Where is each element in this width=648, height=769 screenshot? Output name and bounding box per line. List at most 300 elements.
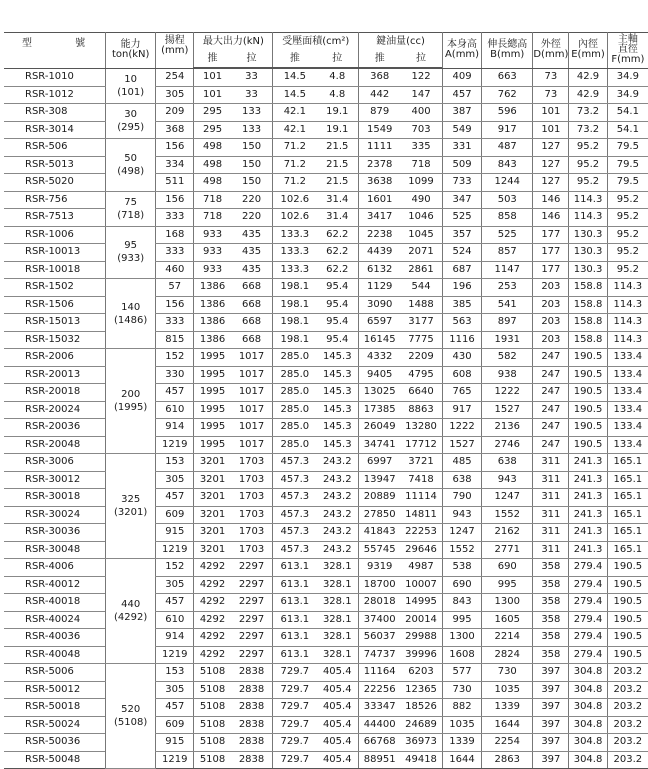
area-pull-cell: 328.1 [316, 559, 358, 577]
oil-pull-cell: 49418 [400, 751, 442, 769]
shaft-diameter-cell: 114.3 [607, 296, 648, 314]
oil-pull-cell: 39996 [400, 646, 442, 664]
body-height-cell: 1222 [442, 419, 481, 437]
area-push-cell: 133.3 [273, 244, 316, 262]
area-pull-cell: 243.2 [316, 506, 358, 524]
inner-diameter-cell: 130.3 [569, 226, 607, 244]
body-height-cell: 525 [442, 209, 481, 227]
output-push-cell: 295 [194, 121, 231, 139]
oil-pull-cell: 2071 [400, 244, 442, 262]
area-pull-cell: 145.3 [316, 401, 358, 419]
stroke-cell: 305 [156, 576, 194, 594]
outer-diameter-cell: 397 [533, 716, 569, 734]
body-height-cell: 357 [442, 226, 481, 244]
oil-push-cell: 16145 [359, 331, 400, 349]
body-height-cell: 509 [442, 156, 481, 174]
extended-height-cell: 858 [482, 209, 533, 227]
model-cell: RSR-50036 [4, 734, 106, 752]
area-push-cell: 285.0 [273, 401, 316, 419]
capacity-cell: 140 (1486) [106, 279, 156, 349]
inner-diameter-cell: 279.4 [569, 576, 607, 594]
output-pull-cell: 150 [231, 139, 273, 157]
model-cell: RSR-10018 [4, 261, 106, 279]
model-cell: RSR-3006 [4, 454, 106, 472]
area-pull-cell: 62.2 [316, 226, 358, 244]
outer-diameter-cell: 311 [533, 524, 569, 542]
capacity-cell: 75 (718) [106, 191, 156, 226]
spec-table [4, 32, 648, 769]
inner-diameter-cell: 95.2 [569, 174, 607, 192]
table-row [4, 664, 648, 682]
oil-push-cell: 6132 [359, 261, 400, 279]
body-height-cell: 538 [442, 559, 481, 577]
inner-diameter-cell: 241.3 [569, 541, 607, 559]
header-oil-push: 推 [359, 50, 400, 68]
output-pull-cell: 150 [231, 174, 273, 192]
output-push-cell: 101 [194, 69, 231, 87]
stroke-cell: 152 [156, 349, 194, 367]
header-stroke: 揚程 (mm) [156, 33, 194, 68]
area-push-cell: 457.3 [273, 506, 316, 524]
oil-push-cell: 1129 [359, 279, 400, 297]
oil-push-cell: 1549 [359, 121, 400, 139]
outer-diameter-cell: 311 [533, 541, 569, 559]
extended-height-cell: 663 [482, 69, 533, 87]
body-height-cell: 524 [442, 244, 481, 262]
model-cell: RSR-1502 [4, 279, 106, 297]
outer-diameter-cell: 397 [533, 751, 569, 769]
body-height-cell: 331 [442, 139, 481, 157]
header-body-height: 本身高 A(mm) [442, 33, 481, 68]
output-pull-cell: 2297 [231, 629, 273, 647]
stroke-cell: 914 [156, 629, 194, 647]
oil-pull-cell: 14995 [400, 594, 442, 612]
extended-height-cell: 917 [482, 121, 533, 139]
oil-pull-cell: 2861 [400, 261, 442, 279]
oil-pull-cell: 400 [400, 104, 442, 122]
inner-diameter-cell: 158.8 [569, 331, 607, 349]
oil-push-cell: 88951 [359, 751, 400, 769]
outer-diameter-cell: 397 [533, 699, 569, 717]
oil-pull-cell: 13280 [400, 419, 442, 437]
oil-pull-cell: 122 [400, 69, 442, 87]
extended-height-cell: 1605 [482, 611, 533, 629]
oil-push-cell: 2378 [359, 156, 400, 174]
stroke-cell: 368 [156, 121, 194, 139]
output-push-cell: 4292 [194, 611, 231, 629]
shaft-diameter-cell: 190.5 [607, 611, 648, 629]
area-push-cell: 285.0 [273, 436, 316, 454]
area-push-cell: 42.1 [273, 121, 316, 139]
output-pull-cell: 220 [231, 209, 273, 227]
table-row [4, 559, 648, 577]
shaft-diameter-cell: 54.1 [607, 121, 648, 139]
area-push-cell: 729.7 [273, 664, 316, 682]
body-height-cell: 1247 [442, 524, 481, 542]
table-row [4, 69, 648, 87]
body-height-cell: 347 [442, 191, 481, 209]
area-pull-cell: 145.3 [316, 384, 358, 402]
model-cell: RSR-15032 [4, 331, 106, 349]
output-pull-cell: 1017 [231, 401, 273, 419]
area-pull-cell: 19.1 [316, 121, 358, 139]
oil-pull-cell: 147 [400, 86, 442, 104]
extended-height-cell: 857 [482, 244, 533, 262]
output-pull-cell: 1017 [231, 384, 273, 402]
outer-diameter-cell: 73 [533, 69, 569, 87]
area-pull-cell: 145.3 [316, 436, 358, 454]
table-row [4, 734, 648, 752]
inner-diameter-cell: 241.3 [569, 471, 607, 489]
oil-pull-cell: 718 [400, 156, 442, 174]
extended-height-cell: 582 [482, 349, 533, 367]
inner-diameter-cell: 279.4 [569, 594, 607, 612]
extended-height-cell: 762 [482, 86, 533, 104]
oil-push-cell: 13947 [359, 471, 400, 489]
stroke-cell: 168 [156, 226, 194, 244]
output-push-cell: 498 [194, 139, 231, 157]
output-pull-cell: 220 [231, 191, 273, 209]
shaft-diameter-cell: 190.5 [607, 629, 648, 647]
area-pull-cell: 62.2 [316, 244, 358, 262]
header-oil-volume: 鍵油量(cc) [359, 33, 443, 51]
capacity-cell: 325 (3201) [106, 454, 156, 559]
output-pull-cell: 1703 [231, 454, 273, 472]
outer-diameter-cell: 203 [533, 279, 569, 297]
outer-diameter-cell: 247 [533, 349, 569, 367]
shaft-diameter-cell: 190.5 [607, 594, 648, 612]
shaft-diameter-cell: 203.2 [607, 734, 648, 752]
model-cell: RSR-506 [4, 139, 106, 157]
table-row [4, 751, 648, 769]
stroke-cell: 209 [156, 104, 194, 122]
output-push-cell: 5108 [194, 681, 231, 699]
area-pull-cell: 328.1 [316, 611, 358, 629]
extended-height-cell: 2863 [482, 751, 533, 769]
table-row [4, 436, 648, 454]
body-height-cell: 790 [442, 489, 481, 507]
shaft-diameter-cell: 165.1 [607, 524, 648, 542]
output-pull-cell: 1703 [231, 506, 273, 524]
shaft-diameter-cell: 133.4 [607, 419, 648, 437]
table-row [4, 314, 648, 332]
oil-pull-cell: 1046 [400, 209, 442, 227]
area-push-cell: 133.3 [273, 261, 316, 279]
table-row [4, 384, 648, 402]
body-height-cell: 196 [442, 279, 481, 297]
model-cell: RSR-1006 [4, 226, 106, 244]
area-push-cell: 729.7 [273, 751, 316, 769]
table-row [4, 86, 648, 104]
output-pull-cell: 2838 [231, 751, 273, 769]
body-height-cell: 549 [442, 121, 481, 139]
table-row [4, 646, 648, 664]
body-height-cell: 1608 [442, 646, 481, 664]
output-push-cell: 101 [194, 86, 231, 104]
area-pull-cell: 328.1 [316, 629, 358, 647]
header-area-push: 推 [273, 50, 316, 68]
area-push-cell: 457.3 [273, 541, 316, 559]
output-push-cell: 4292 [194, 629, 231, 647]
model-cell: RSR-5006 [4, 664, 106, 682]
extended-height-cell: 2254 [482, 734, 533, 752]
oil-pull-cell: 4987 [400, 559, 442, 577]
area-push-cell: 71.2 [273, 156, 316, 174]
model-cell: RSR-5020 [4, 174, 106, 192]
stroke-cell: 152 [156, 559, 194, 577]
model-cell: RSR-1506 [4, 296, 106, 314]
output-pull-cell: 1703 [231, 541, 273, 559]
oil-pull-cell: 3721 [400, 454, 442, 472]
outer-diameter-cell: 247 [533, 419, 569, 437]
oil-pull-cell: 29988 [400, 629, 442, 647]
model-cell: RSR-40036 [4, 629, 106, 647]
inner-diameter-cell: 95.2 [569, 156, 607, 174]
area-push-cell: 729.7 [273, 699, 316, 717]
stroke-cell: 511 [156, 174, 194, 192]
area-pull-cell: 95.4 [316, 331, 358, 349]
body-height-cell: 765 [442, 384, 481, 402]
area-push-cell: 42.1 [273, 104, 316, 122]
area-pull-cell: 243.2 [316, 471, 358, 489]
model-cell: RSR-15013 [4, 314, 106, 332]
area-pull-cell: 95.4 [316, 279, 358, 297]
oil-push-cell: 4332 [359, 349, 400, 367]
area-push-cell: 71.2 [273, 174, 316, 192]
stroke-cell: 915 [156, 524, 194, 542]
oil-pull-cell: 3177 [400, 314, 442, 332]
oil-push-cell: 3090 [359, 296, 400, 314]
oil-pull-cell: 8863 [400, 401, 442, 419]
extended-height-cell: 1339 [482, 699, 533, 717]
area-pull-cell: 328.1 [316, 594, 358, 612]
area-push-cell: 457.3 [273, 489, 316, 507]
oil-push-cell: 28018 [359, 594, 400, 612]
stroke-cell: 153 [156, 454, 194, 472]
outer-diameter-cell: 177 [533, 244, 569, 262]
body-height-cell: 1339 [442, 734, 481, 752]
model-cell: RSR-50012 [4, 681, 106, 699]
output-pull-cell: 1703 [231, 489, 273, 507]
area-pull-cell: 145.3 [316, 366, 358, 384]
oil-pull-cell: 22253 [400, 524, 442, 542]
output-push-cell: 1995 [194, 436, 231, 454]
output-pull-cell: 2297 [231, 594, 273, 612]
oil-pull-cell: 4795 [400, 366, 442, 384]
output-pull-cell: 1017 [231, 419, 273, 437]
area-push-cell: 729.7 [273, 716, 316, 734]
inner-diameter-cell: 304.8 [569, 664, 607, 682]
shaft-diameter-cell: 165.1 [607, 541, 648, 559]
model-cell: RSR-40012 [4, 576, 106, 594]
area-push-cell: 613.1 [273, 576, 316, 594]
header-output-pull: 拉 [231, 50, 273, 68]
outer-diameter-cell: 146 [533, 209, 569, 227]
stroke-cell: 914 [156, 419, 194, 437]
oil-pull-cell: 6203 [400, 664, 442, 682]
oil-push-cell: 9405 [359, 366, 400, 384]
inner-diameter-cell: 158.8 [569, 314, 607, 332]
extended-height-cell: 1644 [482, 716, 533, 734]
shaft-diameter-cell: 114.3 [607, 331, 648, 349]
output-pull-cell: 133 [231, 104, 273, 122]
area-push-cell: 457.3 [273, 454, 316, 472]
inner-diameter-cell: 73.2 [569, 104, 607, 122]
oil-push-cell: 442 [359, 86, 400, 104]
shaft-diameter-cell: 203.2 [607, 699, 648, 717]
table-row [4, 191, 648, 209]
oil-push-cell: 6597 [359, 314, 400, 332]
shaft-diameter-cell: 133.4 [607, 349, 648, 367]
shaft-diameter-cell: 114.3 [607, 314, 648, 332]
output-pull-cell: 133 [231, 121, 273, 139]
oil-pull-cell: 2209 [400, 349, 442, 367]
shaft-diameter-cell: 133.4 [607, 384, 648, 402]
oil-push-cell: 34741 [359, 436, 400, 454]
output-push-cell: 4292 [194, 576, 231, 594]
oil-push-cell: 1111 [359, 139, 400, 157]
oil-pull-cell: 1099 [400, 174, 442, 192]
table-header [4, 33, 648, 69]
area-push-cell: 613.1 [273, 559, 316, 577]
inner-diameter-cell: 304.8 [569, 681, 607, 699]
body-height-cell: 385 [442, 296, 481, 314]
body-height-cell: 457 [442, 86, 481, 104]
oil-push-cell: 27850 [359, 506, 400, 524]
extended-height-cell: 1527 [482, 401, 533, 419]
outer-diameter-cell: 127 [533, 174, 569, 192]
area-push-cell: 198.1 [273, 279, 316, 297]
header-model: 型 號 [22, 38, 106, 49]
capacity-cell: 50 (498) [106, 139, 156, 192]
extended-height-cell: 1300 [482, 594, 533, 612]
table-row [4, 226, 648, 244]
stroke-cell: 156 [156, 191, 194, 209]
model-cell: RSR-20024 [4, 401, 106, 419]
output-pull-cell: 2297 [231, 576, 273, 594]
oil-pull-cell: 29646 [400, 541, 442, 559]
extended-height-cell: 2214 [482, 629, 533, 647]
table-row [4, 331, 648, 349]
table-row [4, 139, 648, 157]
output-pull-cell: 33 [231, 69, 273, 87]
table-row [4, 681, 648, 699]
extended-height-cell: 897 [482, 314, 533, 332]
oil-push-cell: 9319 [359, 559, 400, 577]
area-push-cell: 613.1 [273, 611, 316, 629]
model-cell: RSR-5013 [4, 156, 106, 174]
area-pull-cell: 328.1 [316, 646, 358, 664]
area-pull-cell: 21.5 [316, 139, 358, 157]
outer-diameter-cell: 127 [533, 139, 569, 157]
output-push-cell: 1386 [194, 331, 231, 349]
stroke-cell: 457 [156, 489, 194, 507]
outer-diameter-cell: 311 [533, 506, 569, 524]
inner-diameter-cell: 158.8 [569, 279, 607, 297]
outer-diameter-cell: 358 [533, 629, 569, 647]
outer-diameter-cell: 358 [533, 594, 569, 612]
shaft-diameter-cell: 79.5 [607, 156, 648, 174]
inner-diameter-cell: 130.3 [569, 244, 607, 262]
oil-pull-cell: 703 [400, 121, 442, 139]
inner-diameter-cell: 130.3 [569, 261, 607, 279]
extended-height-cell: 938 [482, 366, 533, 384]
area-pull-cell: 145.3 [316, 349, 358, 367]
oil-push-cell: 3638 [359, 174, 400, 192]
outer-diameter-cell: 203 [533, 314, 569, 332]
area-pull-cell: 21.5 [316, 156, 358, 174]
stroke-cell: 609 [156, 506, 194, 524]
output-push-cell: 1386 [194, 279, 231, 297]
shaft-diameter-cell: 190.5 [607, 576, 648, 594]
output-pull-cell: 2838 [231, 716, 273, 734]
oil-push-cell: 44400 [359, 716, 400, 734]
capacity-cell: 440 (4292) [106, 559, 156, 664]
inner-diameter-cell: 304.8 [569, 751, 607, 769]
output-push-cell: 1995 [194, 419, 231, 437]
table-row [4, 594, 648, 612]
oil-pull-cell: 18526 [400, 699, 442, 717]
output-pull-cell: 2838 [231, 699, 273, 717]
capacity-cell: 10 (101) [106, 69, 156, 104]
shaft-diameter-cell: 203.2 [607, 716, 648, 734]
output-push-cell: 1386 [194, 296, 231, 314]
extended-height-cell: 1147 [482, 261, 533, 279]
body-height-cell: 387 [442, 104, 481, 122]
table-row [4, 629, 648, 647]
oil-pull-cell: 10007 [400, 576, 442, 594]
oil-push-cell: 2238 [359, 226, 400, 244]
header-area-pull: 拉 [316, 50, 358, 68]
area-pull-cell: 31.4 [316, 209, 358, 227]
stroke-cell: 156 [156, 139, 194, 157]
output-pull-cell: 1017 [231, 366, 273, 384]
extended-height-cell: 943 [482, 471, 533, 489]
inner-diameter-cell: 190.5 [569, 366, 607, 384]
body-height-cell: 485 [442, 454, 481, 472]
extended-height-cell: 1244 [482, 174, 533, 192]
output-push-cell: 5108 [194, 664, 231, 682]
body-height-cell: 995 [442, 611, 481, 629]
table-row [4, 349, 648, 367]
stroke-cell: 815 [156, 331, 194, 349]
outer-diameter-cell: 358 [533, 576, 569, 594]
oil-push-cell: 13025 [359, 384, 400, 402]
stroke-cell: 156 [156, 296, 194, 314]
extended-height-cell: 596 [482, 104, 533, 122]
model-cell: RSR-20036 [4, 419, 106, 437]
oil-pull-cell: 24689 [400, 716, 442, 734]
inner-diameter-cell: 279.4 [569, 629, 607, 647]
oil-push-cell: 74737 [359, 646, 400, 664]
capacity-cell: 520 (5108) [106, 664, 156, 769]
body-height-cell: 1116 [442, 331, 481, 349]
output-push-cell: 498 [194, 156, 231, 174]
area-push-cell: 133.3 [273, 226, 316, 244]
output-pull-cell: 33 [231, 86, 273, 104]
table-row [4, 419, 648, 437]
area-push-cell: 71.2 [273, 139, 316, 157]
area-push-cell: 285.0 [273, 419, 316, 437]
output-pull-cell: 1017 [231, 436, 273, 454]
stroke-cell: 610 [156, 611, 194, 629]
output-pull-cell: 435 [231, 261, 273, 279]
model-cell: RSR-40024 [4, 611, 106, 629]
outer-diameter-cell: 311 [533, 489, 569, 507]
area-pull-cell: 243.2 [316, 541, 358, 559]
shaft-diameter-cell: 203.2 [607, 681, 648, 699]
body-height-cell: 917 [442, 401, 481, 419]
